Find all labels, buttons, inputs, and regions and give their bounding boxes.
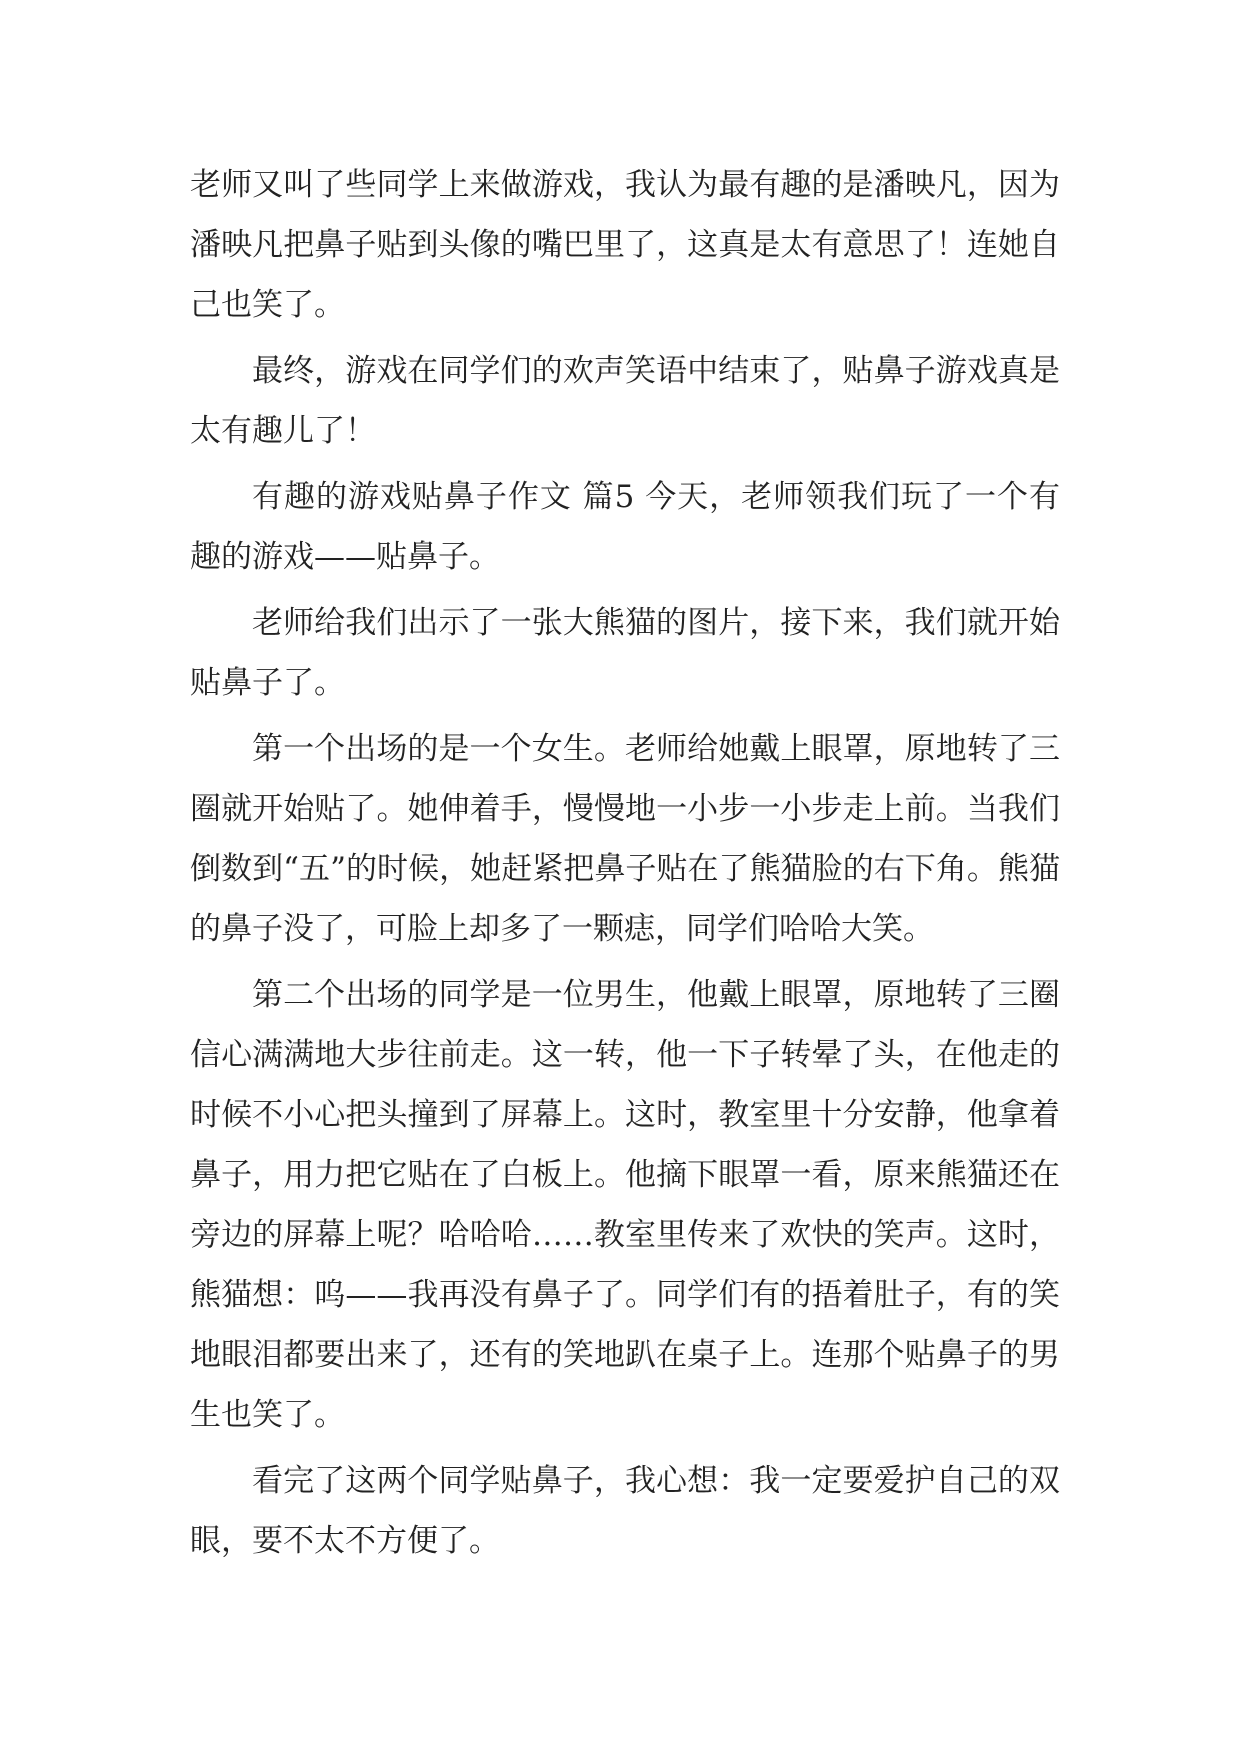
paragraph-3: 有趣的游戏贴鼻子作文 篇5 今天，老师领我们玩了一个有趣的游戏——贴鼻子。 xyxy=(190,479,1060,575)
paragraph-5: 第一个出场的是一个女生。老师给她戴上眼罩，原地转了三圈就开始贴了。她伸着手，慢慢地一小步一小步走上前。当我们倒数到“五”的时候，她赶紧把鼻子贴在了熊猫脸的右下角。熊猫的鼻子没了，可脸上却多了一颗痣，同学们哈哈大笑。 xyxy=(190,731,1060,947)
paragraph-4: 老师给我们出示了一张大熊猫的图片，接下来，我们就开始贴鼻子了。 xyxy=(190,605,1060,701)
paragraph-6: 第二个出场的同学是一位男生，他戴上眼罩，原地转了三圈信心满满地大步往前走。这一转，他一下子转晕了头，在他走的时候不小心把头撞到了屏幕上。这时，教室里十分安静，他拿着鼻子，用力把它贴在了白板上。他摘下眼罩一看，原来熊猫还在旁边的屏幕上呢？哈哈哈……教室里传来了欢快的笑声。这时，熊猫想：呜——我再没有鼻子了。同学们有的捂着肚子，有的笑地眼泪都要出来了，还有的笑地趴在桌子上。连那个贴鼻子的男生也笑了。 xyxy=(190,977,1060,1433)
paragraph-2: 最终，游戏在同学们的欢声笑语中结束了，贴鼻子游戏真是太有趣儿了！ xyxy=(190,353,1060,449)
paragraph-7: 看完了这两个同学贴鼻子，我心想：我一定要爱护自己的双眼，要不太不方便了。 xyxy=(190,1463,1060,1559)
paragraph-1: 老师又叫了些同学上来做游戏，我认为最有趣的是潘映凡，因为潘映凡把鼻子贴到头像的嘴巴里了，这真是太有意思了！连她自己也笑了。 xyxy=(190,167,1060,323)
document-body xyxy=(190,155,1060,1577)
